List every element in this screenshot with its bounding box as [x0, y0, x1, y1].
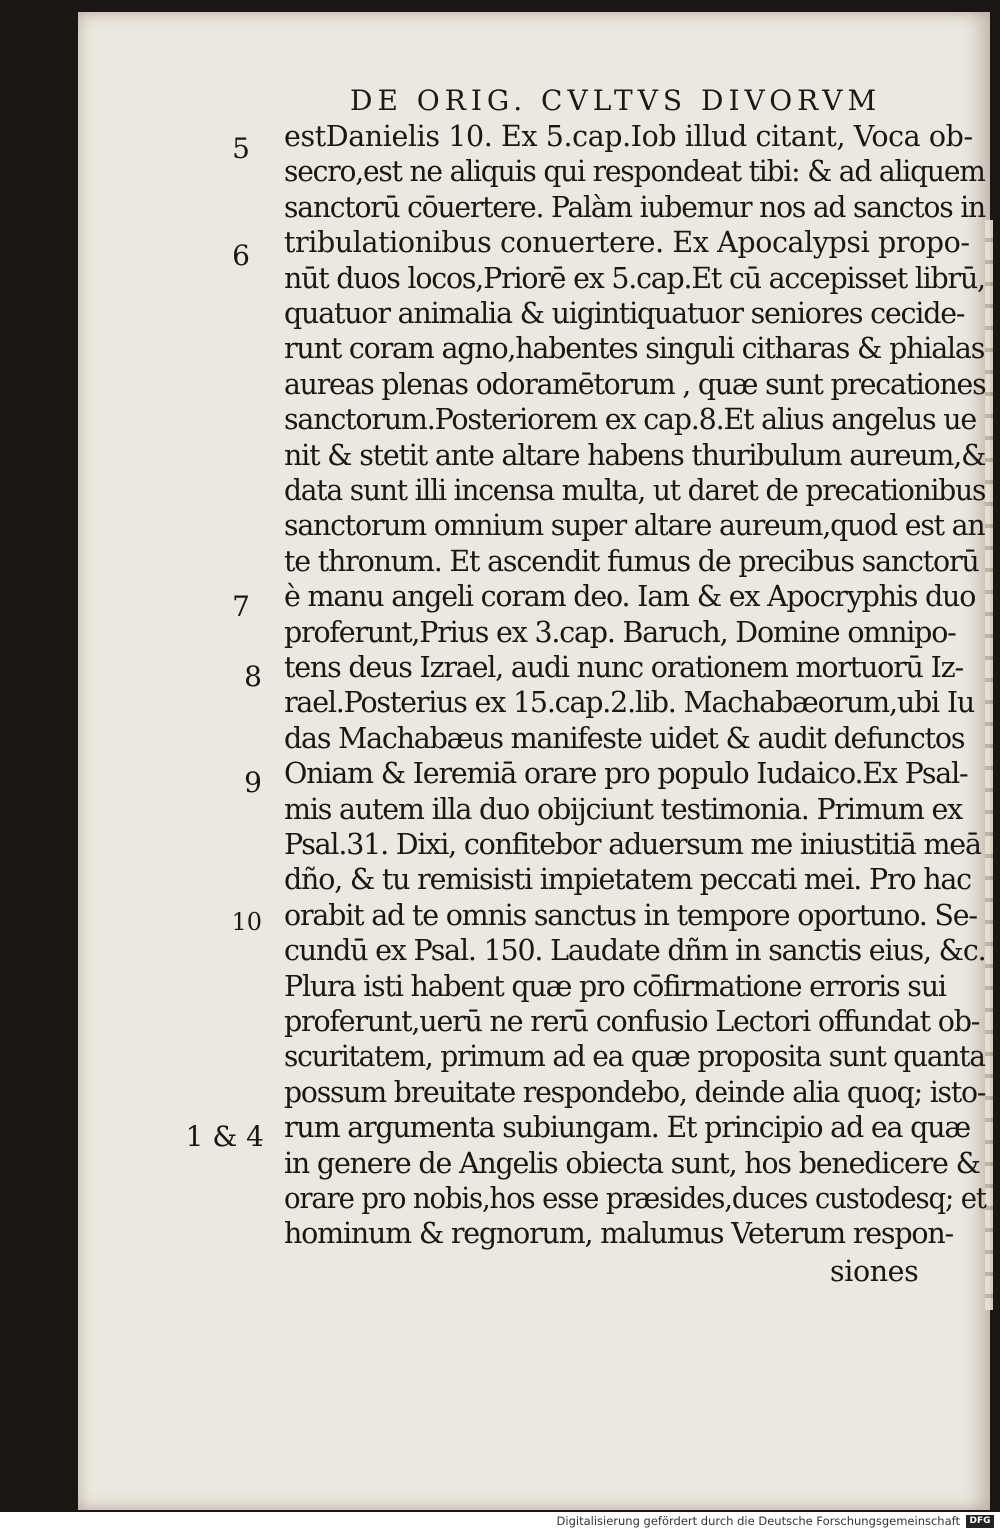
margin-number: 10: [231, 908, 262, 936]
dfg-logo: DFG: [966, 1515, 994, 1528]
text-line: te thronum. Et ascendit fumus de precibus sanctorū: [284, 544, 979, 578]
text-line: das Machabæus manifeste uidet & audit defunctos: [284, 721, 965, 755]
text-line: sanctorum omnium super altare aureum,quod est an: [284, 509, 985, 543]
text-line: runt coram agno,habentes singuli citharas & phialas: [284, 332, 985, 366]
text-line: aureas plenas odoramētorum , quæ sunt precationes: [284, 367, 986, 401]
margin-number: 9: [244, 766, 262, 799]
text-line: sanctorum.Posteriorem ex cap.8.Et alius angelus ue: [284, 403, 977, 437]
running-head: DE ORIG. CVLTVS DIVORVM: [350, 84, 882, 117]
text-line: Oniam & Ieremiā orare pro populo Iudaico.Ex Psal-: [284, 757, 968, 791]
margin-number: 7: [232, 590, 250, 623]
text-line: data sunt illi incensa multa, ut daret de precationibus: [284, 474, 986, 507]
text-line: orare pro nobis,hos esse præsides,duces custodesq; et: [284, 1182, 986, 1215]
text-line: mis autem illa duo obijciunt testimonia. Primum ex: [284, 792, 963, 826]
margin-number: 1 & 4: [185, 1120, 264, 1153]
catchword: siones: [830, 1255, 919, 1288]
page-edge: [985, 220, 993, 1310]
text-line: hominum & regnorum, malumus Veterum respon-: [284, 1217, 953, 1251]
text-line: tens deus Izrael, audi nunc orationem mortuorū Iz-: [284, 651, 963, 684]
footer-credit: Digitalisierung gefördert durch die Deutsche Forschungsgemeinschaft: [556, 1514, 960, 1528]
text-line: nit & stetit ante altare habens thuribulum aureum,&: [284, 438, 986, 472]
text-line: scuritatem, primum ad ea quæ proposita sunt quanta: [284, 1040, 985, 1074]
footer-bar: [0, 1512, 1000, 1532]
text-line: dño, & tu remisisti impietatem peccati mei. Pro hac: [284, 863, 971, 897]
text-line: nūt duos locos,Priorē ex 5.cap.Et cū accepisset librū,: [284, 261, 985, 295]
text-line: rael.Posterius ex 15.cap.2.lib. Machabæorum,ubi Iu: [284, 686, 975, 720]
text-line: Plura isti habent quæ pro cōfirmatione erroris sui: [284, 969, 946, 1003]
text-line: in genere de Angelis obiecta sunt, hos benedicere &: [284, 1146, 980, 1180]
text-line: estDanielis 10. Ex 5.cap.Iob illud citant, Voca ob-: [284, 120, 973, 153]
text-line: è manu angeli coram deo. Iam & ex Apocryphis duo: [284, 580, 976, 614]
text-line: quatuor animalia & uigintiquatuor seniores cecide-: [284, 297, 965, 330]
text-line: secro,est ne aliquis qui respondeat tibi: & ad aliquem: [284, 155, 985, 189]
text-line: tribulationibus conuertere. Ex Apocalypsi propo-: [284, 226, 970, 260]
text-line: proferunt,uerū ne rerū confusio Lectori offundat ob-: [284, 1005, 980, 1038]
margin-number: 5: [232, 132, 250, 165]
text-line: orabit ad te omnis sanctus in tempore oportuno. Se-: [284, 898, 977, 932]
margin-number: 6: [232, 239, 250, 272]
text-line: cundū ex Psal. 150. Laudate dñm in sanctis eius, &c.: [284, 934, 986, 968]
margin-number: 8: [244, 660, 262, 693]
text-line: proferunt,Prius ex 3.cap. Baruch, Domine omnipo-: [284, 615, 956, 649]
text-line: rum argumenta subiungam. Et principio ad ea quæ: [284, 1111, 970, 1145]
text-line: Psal.31. Dixi, confitebor aduersum me iniustitiā meā: [284, 828, 981, 861]
text-line: possum breuitate respondebo, deinde alia quoq; isto-: [284, 1075, 986, 1109]
text-line: sanctorū cōuertere. Palàm iubemur nos ad sanctos in: [284, 190, 985, 224]
